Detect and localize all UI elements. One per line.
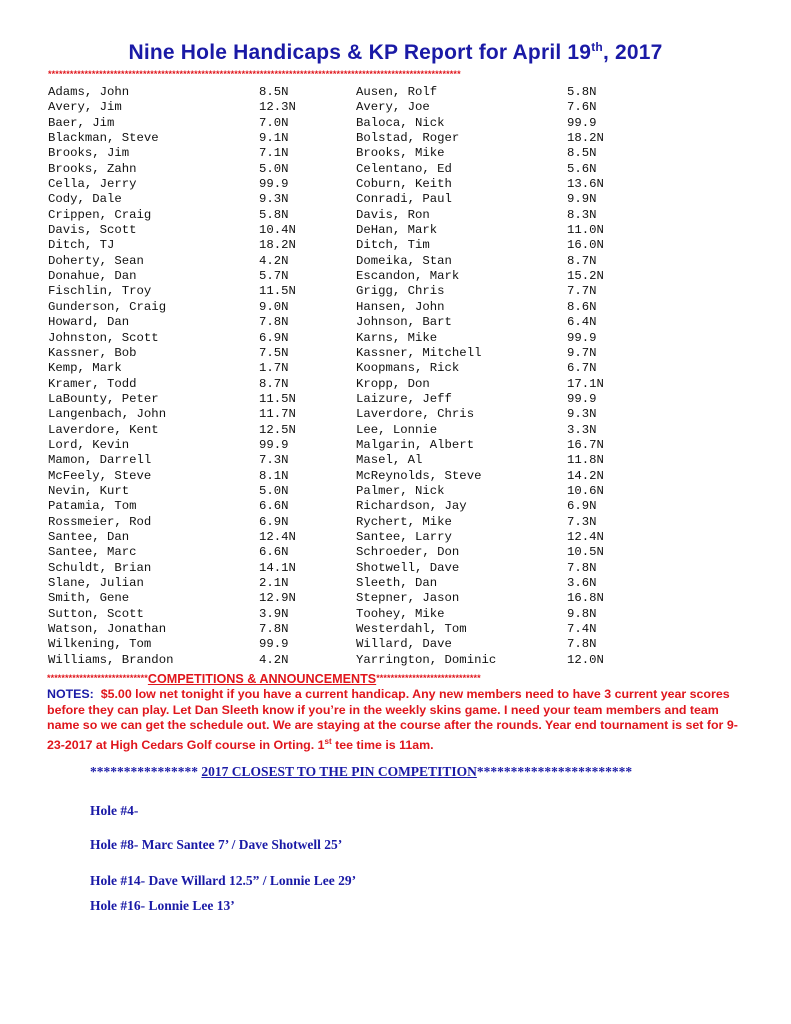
- handicap-row: [356, 346, 626, 361]
- handicap-row: [356, 607, 626, 622]
- handicap-row: [356, 499, 626, 514]
- player-name: Patamia, Tom: [48, 499, 137, 514]
- player-name: Nevin, Kurt: [48, 483, 130, 498]
- player-name: Grigg, Chris: [356, 284, 445, 299]
- player-name: Kramer, Todd: [48, 376, 137, 391]
- handicap-row: [48, 223, 338, 238]
- player-handicap: 16.0N: [567, 238, 604, 253]
- player-handicap: 12.9N: [259, 591, 296, 606]
- player-name: Mamon, Darrell: [48, 453, 152, 468]
- player-name: DeHan, Mark: [356, 223, 438, 238]
- player-handicap: 6.7N: [567, 361, 597, 376]
- player-name: Brooks, Jim: [48, 146, 130, 161]
- player-handicap: 5.0N: [259, 161, 289, 176]
- player-handicap: 9.3N: [259, 192, 289, 207]
- player-name: Baloca, Nick: [356, 115, 445, 130]
- player-name: Escandon, Mark: [356, 269, 460, 284]
- notes-text-end: tee time is 11am.: [331, 737, 434, 752]
- player-handicap: 8.1N: [259, 468, 289, 483]
- report-title-superscript: th: [591, 40, 603, 54]
- handicap-row: [48, 131, 338, 146]
- player-name: Sleeth, Dan: [356, 576, 438, 590]
- player-handicap: 7.1N: [259, 146, 289, 161]
- player-name: Baer, Jim: [48, 115, 115, 130]
- handicap-row: [356, 515, 626, 530]
- player-name: Rossmeier, Rod: [48, 514, 152, 529]
- handicap-row: [48, 392, 338, 407]
- player-name: Hansen, John: [356, 299, 445, 314]
- player-handicap: 8.5N: [259, 85, 289, 99]
- handicap-row: [356, 269, 626, 284]
- notes-paragraph: [47, 687, 747, 753]
- notes-superscript: st: [324, 736, 332, 746]
- player-name: Santee, Dan: [48, 529, 130, 544]
- handicap-row: [356, 453, 626, 468]
- player-name: Crippen, Craig: [48, 207, 152, 222]
- player-name: Brooks, Mike: [356, 146, 445, 161]
- player-handicap: 9.3N: [567, 407, 597, 422]
- handicap-row: [356, 438, 626, 453]
- kp-title: 2017 CLOSEST TO THE PIN COMPETITION: [201, 764, 477, 779]
- player-handicap: 9.1N: [259, 131, 289, 146]
- handicap-row: [356, 331, 626, 346]
- player-name: Malgarin, Albert: [356, 437, 475, 452]
- handicap-row: [48, 208, 338, 223]
- player-name: Williams, Brandon: [48, 652, 174, 667]
- player-handicap: 4.2N: [259, 253, 289, 268]
- handicap-row: [48, 607, 338, 622]
- player-name: Avery, Jim: [48, 100, 122, 115]
- handicap-row: [356, 100, 626, 115]
- player-handicap: 7.6N: [567, 100, 597, 115]
- handicap-row: [356, 208, 626, 223]
- player-handicap: 7.3N: [567, 514, 597, 529]
- player-name: Kemp, Mark: [48, 361, 122, 376]
- handicap-row: [48, 484, 338, 499]
- player-handicap: 6.4N: [567, 315, 597, 330]
- player-handicap: 11.5N: [259, 391, 296, 406]
- player-handicap: 6.9N: [259, 330, 289, 345]
- report-title-main: Nine Hole Handicaps & KP Report for April 19: [128, 41, 592, 64]
- handicap-row: [48, 438, 338, 453]
- player-handicap: 1.7N: [259, 361, 289, 376]
- player-handicap: 7.8N: [567, 637, 597, 652]
- player-name: Laverdore, Chris: [356, 407, 475, 422]
- handicap-row: [356, 469, 626, 484]
- player-name: Kassner, Mitchell: [356, 345, 482, 360]
- handicap-row: [48, 100, 338, 115]
- handicap-row: [356, 300, 626, 315]
- handicap-row: [48, 315, 338, 330]
- handicap-row: [48, 269, 338, 284]
- handicap-row: [48, 146, 338, 161]
- handicap-row: [356, 484, 626, 499]
- player-handicap: 99.9: [259, 437, 289, 452]
- player-name: Schuldt, Brian: [48, 560, 152, 575]
- player-name: Davis, Scott: [48, 223, 137, 238]
- handicap-row: [356, 146, 626, 161]
- player-name: Cody, Dale: [48, 192, 122, 207]
- player-handicap: 9.7N: [567, 345, 597, 360]
- player-name: Palmer, Nick: [356, 483, 445, 498]
- handicap-row: [48, 254, 338, 269]
- handicap-row: [356, 131, 626, 146]
- player-handicap: 8.7N: [259, 376, 289, 391]
- player-name: Johnson, Bart: [356, 315, 452, 330]
- report-title-year: , 2017: [602, 41, 663, 64]
- player-name: Rychert, Mike: [356, 514, 452, 529]
- player-name: Willard, Dave: [356, 637, 452, 652]
- handicap-row: [48, 377, 338, 392]
- handicap-row: [48, 453, 338, 468]
- handicap-row: [48, 561, 338, 576]
- player-handicap: 18.2N: [259, 238, 296, 253]
- player-handicap: 3.6N: [567, 576, 597, 590]
- player-name: Stepner, Jason: [356, 591, 460, 606]
- kp-hole-4: Hole #4-: [90, 803, 139, 818]
- player-handicap: 16.8N: [567, 591, 604, 606]
- player-name: Kassner, Bob: [48, 345, 137, 360]
- player-name: Celentano, Ed: [356, 161, 452, 176]
- player-handicap: 7.8N: [259, 622, 289, 637]
- player-name: Santee, Marc: [48, 545, 137, 560]
- player-handicap: 10.4N: [259, 223, 296, 238]
- player-handicap: 9.9N: [567, 192, 597, 207]
- competitions-stars-right: *****************************: [376, 673, 481, 683]
- player-handicap: 7.8N: [567, 560, 597, 575]
- handicap-row: [48, 499, 338, 514]
- player-name: Langenbach, John: [48, 407, 167, 422]
- player-name: Karns, Mike: [356, 330, 438, 345]
- handicap-row: [48, 85, 338, 100]
- player-name: Cella, Jerry: [48, 177, 137, 192]
- player-name: Ditch, TJ: [48, 238, 115, 253]
- player-name: Adams, John: [48, 85, 130, 99]
- player-handicap: 99.9: [567, 115, 597, 130]
- handicap-row: [356, 591, 626, 606]
- player-handicap: 99.9: [259, 177, 289, 192]
- player-name: Davis, Ron: [356, 207, 430, 222]
- player-name: Fischlin, Troy: [48, 284, 152, 299]
- kp-stars-right: ***********************: [476, 764, 633, 779]
- handicap-row: [48, 300, 338, 315]
- handicap-column-left: [48, 85, 338, 668]
- handicap-row: [48, 545, 338, 560]
- player-handicap: 6.9N: [259, 514, 289, 529]
- player-handicap: 14.2N: [567, 468, 604, 483]
- player-name: Schroeder, Don: [356, 545, 460, 560]
- handicap-row: [48, 407, 338, 422]
- player-name: Toohey, Mike: [356, 606, 445, 621]
- kp-hole-8: Hole #8- Marc Santee 7’ / Dave Shotwell 25’: [90, 837, 343, 852]
- handicap-row: [356, 223, 626, 238]
- player-handicap: 12.5N: [259, 422, 296, 437]
- handicap-row: [356, 407, 626, 422]
- player-name: McFeely, Steve: [48, 468, 152, 483]
- player-handicap: 9.0N: [259, 299, 289, 314]
- handicap-row: [48, 653, 338, 668]
- player-name: Lord, Kevin: [48, 437, 130, 452]
- handicap-row: [48, 162, 338, 177]
- player-name: Ausen, Rolf: [356, 85, 438, 99]
- handicap-row: [356, 637, 626, 652]
- player-handicap: 99.9: [567, 330, 597, 345]
- handicap-row: [356, 284, 626, 299]
- player-name: Blackman, Steve: [48, 131, 159, 146]
- player-handicap: 10.6N: [567, 483, 604, 498]
- player-handicap: 4.2N: [259, 652, 289, 667]
- handicap-row: [48, 515, 338, 530]
- player-handicap: 15.2N: [567, 269, 604, 284]
- player-name: Avery, Joe: [356, 100, 430, 115]
- player-handicap: 2.1N: [259, 576, 289, 590]
- player-handicap: 99.9: [259, 637, 289, 652]
- player-name: Conradi, Paul: [356, 192, 452, 207]
- player-name: Donahue, Dan: [48, 269, 137, 284]
- player-handicap: 8.5N: [567, 146, 597, 161]
- handicap-row: [356, 85, 626, 100]
- player-handicap: 7.7N: [567, 284, 597, 299]
- handicap-row: [356, 116, 626, 131]
- player-name: Watson, Jonathan: [48, 622, 167, 637]
- player-handicap: 10.5N: [567, 545, 604, 560]
- handicap-row: [48, 192, 338, 207]
- player-name: Laizure, Jeff: [356, 391, 452, 406]
- handicap-row: [48, 116, 338, 131]
- handicap-row: [48, 177, 338, 192]
- handicap-row: [48, 469, 338, 484]
- player-name: Coburn, Keith: [356, 177, 452, 192]
- player-handicap: 11.5N: [259, 284, 296, 299]
- kp-header: [90, 764, 740, 780]
- player-name: Wilkening, Tom: [48, 637, 152, 652]
- competitions-title: COMPETITIONS & ANNOUNCEMENTS: [147, 672, 377, 686]
- handicap-row: [356, 392, 626, 407]
- kp-hole-14: Hole #14- Dave Willard 12.5” / Lonnie Lee 29’: [90, 873, 357, 888]
- player-handicap: 11.7N: [259, 407, 296, 422]
- player-handicap: 8.7N: [567, 253, 597, 268]
- player-handicap: 7.8N: [259, 315, 289, 330]
- player-name: LaBounty, Peter: [48, 391, 159, 406]
- handicap-row: [356, 177, 626, 192]
- header-star-divider: *****************************************************************************************************************: [48, 69, 461, 79]
- player-name: Bolstad, Roger: [356, 131, 460, 146]
- kp-hole-16: Hole #16- Lonnie Lee 13’: [90, 898, 235, 913]
- handicap-row: [48, 346, 338, 361]
- player-handicap: 7.5N: [259, 345, 289, 360]
- player-handicap: 5.8N: [567, 85, 597, 99]
- player-handicap: 99.9: [567, 391, 597, 406]
- player-handicap: 17.1N: [567, 376, 604, 391]
- notes-text: $5.00 low net tonight if you have a current handicap. Any new members need to have 3 current year scores before they can play. Let Dan Sleeth know if you’re in the weekly skins game. I need your team members and team name so we can get the schedule out. We are staying at the course after the rounds. Year end tournament is set for 9-23-2017 at High Cedars Golf course in Orting. 1: [47, 687, 738, 752]
- player-name: Smith, Gene: [48, 591, 130, 606]
- player-handicap: 7.0N: [259, 115, 289, 130]
- player-handicap: 8.6N: [567, 299, 597, 314]
- player-handicap: 11.8N: [567, 453, 604, 468]
- player-name: Doherty, Sean: [48, 253, 144, 268]
- handicap-row: [48, 637, 338, 652]
- player-handicap: 9.8N: [567, 606, 597, 621]
- handicap-row: [48, 284, 338, 299]
- player-name: Slane, Julian: [48, 576, 144, 590]
- player-handicap: 12.0N: [567, 652, 604, 667]
- handicap-row: [48, 423, 338, 438]
- handicap-row: [48, 361, 338, 376]
- player-name: Koopmans, Rick: [356, 361, 460, 376]
- notes-label: NOTES:: [47, 687, 94, 701]
- handicap-row: [356, 377, 626, 392]
- player-handicap: 6.9N: [567, 499, 597, 514]
- player-handicap: 5.6N: [567, 161, 597, 176]
- player-handicap: 6.6N: [259, 545, 289, 560]
- competitions-header: [47, 671, 767, 686]
- player-name: Johnston, Scott: [48, 330, 159, 345]
- player-handicap: 3.3N: [567, 422, 597, 437]
- player-handicap: 12.4N: [259, 529, 296, 544]
- player-handicap: 11.0N: [567, 223, 604, 238]
- player-handicap: 3.9N: [259, 606, 289, 621]
- handicap-row: [48, 622, 338, 637]
- player-handicap: 14.1N: [259, 560, 296, 575]
- handicap-row: [356, 254, 626, 269]
- player-name: Yarrington, Dominic: [356, 652, 497, 667]
- handicap-row: [356, 622, 626, 637]
- handicap-row: [48, 331, 338, 346]
- player-handicap: 12.3N: [259, 100, 296, 115]
- handicap-row: [48, 238, 338, 253]
- handicap-row: [356, 238, 626, 253]
- player-handicap: 18.2N: [567, 131, 604, 146]
- player-name: Brooks, Zahn: [48, 161, 137, 176]
- player-name: Gunderson, Craig: [48, 299, 167, 314]
- handicap-row: [356, 561, 626, 576]
- player-handicap: 12.4N: [567, 529, 604, 544]
- player-name: Howard, Dan: [48, 315, 130, 330]
- handicap-row: [356, 315, 626, 330]
- player-handicap: 5.0N: [259, 483, 289, 498]
- handicap-row: [356, 545, 626, 560]
- player-handicap: 7.3N: [259, 453, 289, 468]
- player-name: Masel, Al: [356, 453, 423, 468]
- player-handicap: 7.4N: [567, 622, 597, 637]
- handicap-row: [48, 530, 338, 545]
- player-handicap: 6.6N: [259, 499, 289, 514]
- player-name: Shotwell, Dave: [356, 560, 460, 575]
- player-handicap: 16.7N: [567, 437, 604, 452]
- player-name: McReynolds, Steve: [356, 468, 482, 483]
- handicap-column-right: [356, 85, 626, 668]
- player-name: Sutton, Scott: [48, 606, 144, 621]
- player-name: Westerdahl, Tom: [356, 622, 467, 637]
- player-handicap: 5.7N: [259, 269, 289, 284]
- player-name: Richardson, Jay: [356, 499, 467, 514]
- handicap-row: [356, 653, 626, 668]
- player-handicap: 13.6N: [567, 177, 604, 192]
- handicap-row: [356, 423, 626, 438]
- handicap-row: [356, 361, 626, 376]
- handicap-row: [356, 162, 626, 177]
- player-name: Lee, Lonnie: [356, 422, 438, 437]
- report-title: [0, 40, 791, 65]
- player-name: Laverdore, Kent: [48, 422, 159, 437]
- handicap-row: [48, 576, 338, 591]
- kp-stars-left: ****************: [90, 764, 198, 779]
- player-name: Ditch, Tim: [356, 238, 430, 253]
- handicap-row: [356, 530, 626, 545]
- competitions-stars-left: ****************************: [47, 673, 148, 683]
- player-name: Santee, Larry: [356, 529, 452, 544]
- handicap-row: [48, 591, 338, 606]
- handicap-row: [356, 192, 626, 207]
- player-handicap: 5.8N: [259, 207, 289, 222]
- player-handicap: 8.3N: [567, 207, 597, 222]
- player-name: Domeika, Stan: [356, 253, 452, 268]
- handicap-row: [356, 576, 626, 591]
- player-name: Kropp, Don: [356, 376, 430, 391]
